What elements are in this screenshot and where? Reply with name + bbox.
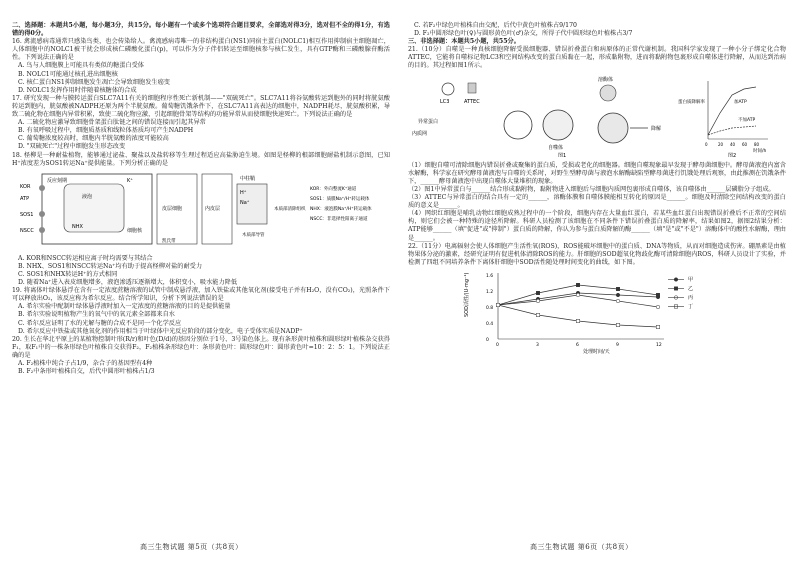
without-atp-line [708,126,756,135]
cortex-label: 皮层细胞 [162,205,183,212]
x-tick-label: 3 [536,342,539,348]
lc3-label: LC3 [440,98,450,105]
legend-kor: KOR：外向整流K⁺通道 [310,186,357,192]
left-column [12,22,390,376]
fig2-xlabel: 时间/h [753,148,767,154]
fig2-tick-60: 60 [742,141,748,147]
q16-stem: 16. 禽流感病毒通常只感染鸟类，也会传染给人。禽流感病毒唯一的非结构蛋白(NS1)同宿主蛋白(NOLC1)相互作用抑制宿主细胞凋亡，人体细胞中的NOLC1被干扰会形成核仁磷酸化蛋白(p)，可以作为分子伴侣转运至细胞核参与核仁发生，具有GTP酶和三磷酸腺苷酶活性。下列说法正确的是 [12,38,390,62]
data-point [536,313,539,316]
nhx-label: NHX [72,223,83,230]
y-tick-label: 0 [486,337,489,343]
pericycle-label: 中柱鞘 [240,175,256,182]
data-point [576,283,579,286]
vacuole-label: 液泡 [82,193,93,200]
kor-label: KOR [20,183,31,190]
xylem-label: 木质部导管 [242,232,265,238]
q21-figures [408,73,786,160]
chart-ylabel: SOD活性/(U·mg⁻¹) [464,272,470,317]
lc3-icon [442,83,454,95]
q18-option-d: D. 随着Na⁺进入表皮细胞增多，液泡渗透压逐渐增大，体积变小，吸水能力降低 [18,279,238,287]
nucleus-label: 细胞核 [127,227,143,234]
q16-option-d: D. NOLC1发挥作用时伴随着核糖体的合成 [18,86,137,94]
q17-option-a: A. 二硫化物应激导致细胞骨架蛋白肽链之间的错误连接而引起其异常 [18,119,206,127]
lysosome-icon [600,85,616,101]
q17-option-b: B. 有氧呼吸过程中，细胞质基质和线粒体基质均可产生NADPH [18,127,194,135]
data-point [616,323,619,326]
data-point [496,303,499,306]
data-point [576,293,580,297]
q19-stem: 19. 将离体叶绿体悬浮在含有一定浓度蔗糖溶液的试管中制成悬浮液，加入铁盐或其他氧化剂(接受电子并有H₂O，没有CO₂)，光照条件下可以释放出O₂，该反应称为希尔反应。结合所学知识，分析下列说法错误的是 [12,287,390,303]
section-2-heading: 二、选择题：本题共5小题，每小题3分，共15分。每小题有一个或多个选项符合题目要求，全部选对得3分，选对但不全的得1分，有选错的得0分。 [12,22,390,38]
autolysosome-icon [598,113,628,143]
nscc-channel-icon [39,227,45,233]
autophagy-diagram [408,73,786,157]
legend-sos1: SOS1：质膜Na⁺/H⁺转运载体 [310,196,370,202]
left-page-footer: 高三生物试题 第5页（共8页） [140,543,243,551]
data-point [536,299,540,303]
attec-icon [468,83,476,93]
data-point [616,293,620,297]
h-ion-label: H⁺ [240,189,247,196]
degrade-label: 降解 [651,125,662,132]
q17-stem: 17. 研究发现一种与膜转运蛋白SLC7A11有关的细胞程序性死亡新机制——"双硫死亡"。SLC7A11将谷氨酸转运到胞外的同时将胱氨酸转运到胞内，胱氨酸被NADPH还原为两个半胱氨酸。葡萄糖饥饿条件下，在SLC7A11高表达的细胞中，NADPH耗尽，胱氨酸积累，导致二硫化物在细胞内异常积累，致使二硫化物应激，引起细胞骨架等结构的功能异常从而使细胞快速死亡。下列说法正确的是 [12,94,390,119]
q16-option-b: B. NOLC1可能通过核孔进出细胞核 [18,70,118,78]
fig2-tick-80: 80 [754,141,760,147]
q21-part2: （2）图1中异常蛋白与______结合形成黏附物，黏附物进入细胞后与细胞内质网包裹形成自噬体，该自噬体由______层磷脂分子组成。 [408,185,775,193]
q18-option-a: A. KOR和NSCC转运相应离子时均需要与其结合 [18,254,153,262]
q21-part4: （4）网织红细胞是哺乳动物红细胞成熟过程中的一个阶段，细胞内存在大量血红蛋白，若某些血红蛋白出现错误折叠后不正常的空间结构，则它们会被一种特殊的途径所降解。科研人员检测了该细胞在不同条件下错误折叠蛋白质的降解率，结果如图2，据图2结果分析：ATP能够______（填"促进"或"抑制"）蛋白质的降解，你认为参与蛋白质降解的酶______（填"是"或"不是"）溶酶体中的酸性水解酶，理由是______。 [408,210,786,242]
nscc-label: NSCC [20,227,34,234]
q21-part1: （1）细胞自噬可清除细胞内错误折叠或聚集的蛋白质，受损或老化的细胞器。细胞自噬现象最早发现于酵母菌细胞中。酵母菌液泡内富含水解酶，科学家在研究酵母菌液泡与自噬的关系时，对野生型酵母菌与液泡水解酶缺陷型酵母菌进行饥饿处理后观察，由此推测在饥饿条件下，______酵母菌液泡中出现自噬体大量堆积的现象。 [408,161,786,185]
q17-option-d: D. "双硫死亡"过程中细胞发生形态改变 [18,143,126,151]
q18-stem: 18. 柽柳是一种耐盐植物，能够通过泌盐、聚盐以及盐转移等生理过程适应高盐胁迫生境。如图是柽柳的根部细胞耐盐机制示意图，已知H⁺浓度差为SOS1转运Na⁺提供能量。下列分析正确的是 [12,151,390,167]
y-tick-label: 0.8 [486,305,494,311]
without-atp-label: 不加ATP [738,117,756,123]
q20-stem: 20. 生长在华北平原上的某植物控制叶形(R/r)和叶色(D/d)的基因分别位于1号、3号染色体上。现有条形黄叶植株和圆形绿叶植株杂交获得F₁，取F₁中的一株条形绿色叶植株自交获得F₂，F₂植株条形绿色叶：条形黄色叶：圆形绿色叶：圆形黄色叶=10：2：5：1。下列说法正确的是 [12,335,390,359]
sos1-carrier-icon [39,211,45,217]
k-ion-label: K⁺ [127,177,133,184]
legend-nscc: NSCC：非选择性阳离子通道 [310,216,368,222]
q20-option-a: A. F₂植株中纯合子占1/9，杂合子的基因型有4种 [18,360,153,367]
q19-option-c: C. 希尔反应证明了水的光解与糖的合成不是同一个化学反应 [18,319,182,327]
with-atp-label: 加ATP [734,99,747,105]
data-point [656,305,660,309]
legend-label: 乙 [688,285,694,292]
y-tick-label: 1.2 [486,289,494,295]
right-column [408,22,786,360]
atp-label: ATP [20,195,30,202]
q18-option-b: B. NHX、SOS1和NSCC转运Na⁺均有助于提高柽柳对盐的耐受力 [18,262,203,270]
sod-chart-container [408,269,786,358]
q16-option-a: A. 鸟与人细胞膜上可能具有类似的糖蛋白受体 [18,62,144,70]
attec-label: ATTEC [464,98,480,105]
legend-nhx: NHX：液泡膜Na⁺/H⁺转运载体 [310,206,372,212]
q22-stem: 22.（11分）电离辐射会使人体细胞产生活性氧(ROS)，ROS能破坏细胞中的蛋白质、DNA等物质，从而对细胞造成伤害。硼黑素是由植物果体分泌的激素，经研究证明有促进机体清除ROS的能力。肝细胞的SOD超氧化物歧化酶可清除细胞内ROS，科研人员设计了实验，并检测了四组不同培养条件下离体肝细胞中SOD活性随处理时间变化的曲线，如下图。 [408,242,786,266]
x-tick-label: 12 [656,342,662,348]
q18-option-c: C. SOS1和NHX转运H⁺的方式相同 [18,270,118,278]
fig1-caption: 图1 [558,152,567,157]
na-ion-label: Na⁺ [240,199,250,206]
fig2-ylabel: 蛋白质降解率 [678,99,705,105]
legend-label: 甲 [688,276,694,283]
y-tick-label: 0.4 [486,321,494,327]
tissue-label: 本质部清除组织 [274,206,306,212]
data-point [576,319,579,322]
data-point [656,325,659,328]
sos1-label: SOS1 [20,211,34,218]
q19-option-d: D. 希尔反应中铁盐或其他氧化剂的作用相当于叶绿体中光反应阶段的部分变化，电子受体实质是NADP⁺ [18,327,303,335]
reaction-area-label: 反应刻期 [47,177,68,184]
section-3-heading: 三、非选择题：本题共5小题，共55分。 [408,38,520,46]
legend-label: 丁 [688,303,694,310]
autophagosome-icon [543,110,573,140]
fig2-tick-20: 20 [718,141,724,147]
abnormal-protein-label: 异常蛋白 [418,118,439,125]
data-point [656,293,659,296]
lysosome-label: 溶酶体 [598,76,614,83]
data-point [616,299,620,303]
root-cell-diagram [12,170,382,250]
y-tick-label: 1.6 [486,273,494,279]
kor-channel-icon [39,185,45,191]
chart-xlabel: 处理时间/天 [583,348,610,355]
er-label: 内质网 [412,130,428,137]
q19-option-b: B. 希尔实验说明植物产生的氧气中的氧元素全部都来自水 [18,311,175,319]
q18-figure [12,170,390,253]
sod-activity-chart [408,269,786,355]
x-tick-label: 9 [616,342,619,348]
q17-option-c: C. 葡萄糖浓度较高时，细胞内半胱氨酸的浓度可能较高 [18,135,169,143]
fig2-tick-0: 0 [705,141,708,147]
q21-stem: 21.（10分）自噬是一种真核细胞降解受损细胞器、错误折叠蛋白和病原体的正常代谢机制。我国科学家发现了一种小分子绑定化合物ATTEC，它能将自噬标记物LC3和空间结构改变的蛋白质黏在一起，形成黏附物，进而将黏附物包裹形成自噬体进行降解，从而达到治病的目的。其过程如图1所示。 [408,46,786,70]
q20-option-d: D. F₂中圆形绿色叶(♀)与圆形黄色叶(♂)杂交，所得子代中圆形绿色叶植株占3/7 [414,30,633,38]
autophagosome-label: 自噬体 [548,144,564,151]
q19-option-a: A. 希尔实验中配制叶绿体悬浮液时加入一定浓度的蔗糖溶液的目的是提供能量 [18,303,231,311]
casparian-label: 凯氏带 [162,238,176,244]
data-point [616,287,619,290]
x-tick-label: 6 [576,342,579,348]
q21-part3: （3）ATTEC与异常蛋白的结合具有一定的______，溶酶体膜和自噬体膜能相互转化的原因是______。细胞及时清除空间结构改变的蛋白质的意义是______。 [408,194,786,210]
q20-option-b: B. F₂中条形叶植株自交，后代中圆形叶植株占1/3 [18,368,155,376]
data-point [536,291,539,294]
right-page-footer: 高三生物试题 第6页（共8页） [530,543,633,551]
fig2-tick-40: 40 [730,141,736,147]
q20-option-c: C. 若F₂中绿色叶植株自由交配，后代中黄色叶植株占9/170 [414,22,577,29]
series-line-4 [498,305,658,327]
x-tick-label: 0 [496,342,499,348]
q16-option-c: C. 核仁蛋白NS1抑制细胞发生凋亡会导致细胞发生癌变 [18,78,170,86]
legend-label: 丙 [688,294,694,301]
fig2-caption: 图2 [728,152,737,157]
phagophore-icon [504,111,532,139]
endodermis-label: 内皮层 [205,205,221,212]
